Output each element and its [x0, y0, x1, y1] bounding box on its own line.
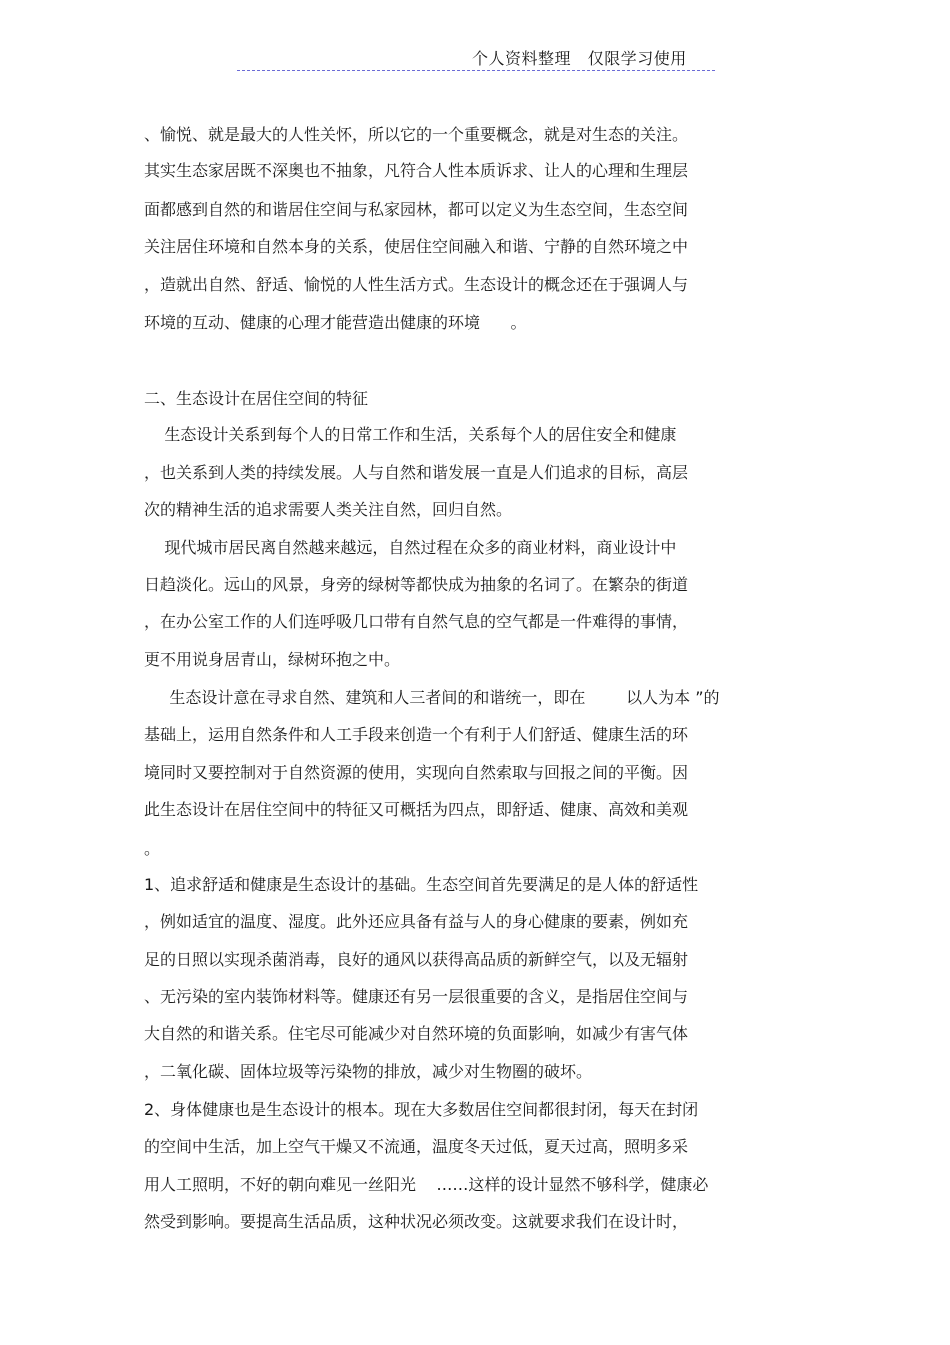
- text-line: 其实生态家居既不深奥也不抽象，凡符合人性本质诉求、让人的心理和生理层: [144, 161, 689, 180]
- section-heading: 二、生态设计在居住空间的特征: [144, 389, 369, 408]
- text-line: 用人工照明，不好的朝向难见一丝阳光 ……这样的设计显然不够科学，健康必: [144, 1175, 709, 1194]
- text-line: 足的日照以实现杀菌消毒，良好的通风以获得高品质的新鲜空气，以及无辐射: [144, 950, 689, 969]
- text-line: 环境的互动、健康的心理才能营造出健康的环境 。: [144, 313, 527, 332]
- text-line: 现代城市居民离自然越来越远，自然过程在众多的商业材料，商业设计中: [144, 538, 677, 557]
- text-line: 生态设计意在寻求自然、建筑和人三者间的和谐统一，即在 以人为本 ”的: [144, 688, 720, 707]
- text-line: 生态设计关系到每个人的日常工作和生活，关系每个人的居住安全和健康: [144, 425, 677, 444]
- text-line: 。: [144, 839, 161, 858]
- text-line: 此生态设计在居住空间中的特征又可概括为四点，即舒适、健康、高效和美观: [144, 800, 689, 819]
- header-divider: [237, 70, 715, 71]
- text-line: ，也关系到人类的持续发展。人与自然和谐发展一直是人们追求的目标，高层: [144, 463, 689, 482]
- text-line: ，二氧化碳、固体垃圾等污染物的排放，减少对生物圈的破坏。: [144, 1062, 593, 1081]
- page-header: 个人资料整理 仅限学习使用: [472, 49, 687, 68]
- text-line: 境同时又要控制对于自然资源的使用，实现向自然索取与回报之间的平衡。因: [144, 763, 689, 782]
- text-line: 次的精神生活的追求需要人类关注自然，回归自然。: [144, 500, 513, 519]
- text-line: ，例如适宜的温度、湿度。此外还应具备有益与人的身心健康的要素，例如充: [144, 912, 689, 931]
- text-line: 关注居住环境和自然本身的关系，使居住空间融入和谐、宁静的自然环境之中: [144, 237, 689, 256]
- text-line: 的空间中生活，加上空气干燥又不流通，温度冬天过低，夏天过高，照明多采: [144, 1137, 689, 1156]
- text-line: 大自然的和谐关系。住宅尽可能减少对自然环境的负面影响，如减少有害气体: [144, 1024, 689, 1043]
- text-line: ，在办公室工作的人们连呼吸几口带有自然气息的空气都是一件难得的事情，: [144, 612, 689, 631]
- text-line: 基础上，运用自然条件和人工手段来创造一个有利于人们舒适、健康生活的环: [144, 725, 689, 744]
- text-line: 、愉悦、就是最大的人性关怀，所以它的一个重要概念，就是对生态的关注。: [144, 125, 689, 144]
- text-line: 1、追求舒适和健康是生态设计的基础。生态空间首先要满足的是人体的舒适性: [144, 875, 699, 894]
- text-line: 面都感到自然的和谐居住空间与私家园林，都可以定义为生态空间，生态空间: [144, 200, 689, 219]
- text-line: 日趋淡化。远山的风景，身旁的绿树等都快成为抽象的名词了。在繁杂的街道: [144, 575, 689, 594]
- text-line: 、无污染的室内装饰材料等。健康还有另一层很重要的含义，是指居住空间与: [144, 987, 689, 1006]
- text-line: ，造就出自然、舒适、愉悦的人性生活方式。生态设计的概念还在于强调人与: [144, 275, 689, 294]
- text-line: 2、身体健康也是生态设计的根本。现在大多数居住空间都很封闭，每天在封闭: [144, 1100, 699, 1119]
- text-line: 更不用说身居青山，绿树环抱之中。: [144, 650, 401, 669]
- text-line: 然受到影响。要提高生活品质，这种状况必须改变。这就要求我们在设计时，: [144, 1212, 689, 1231]
